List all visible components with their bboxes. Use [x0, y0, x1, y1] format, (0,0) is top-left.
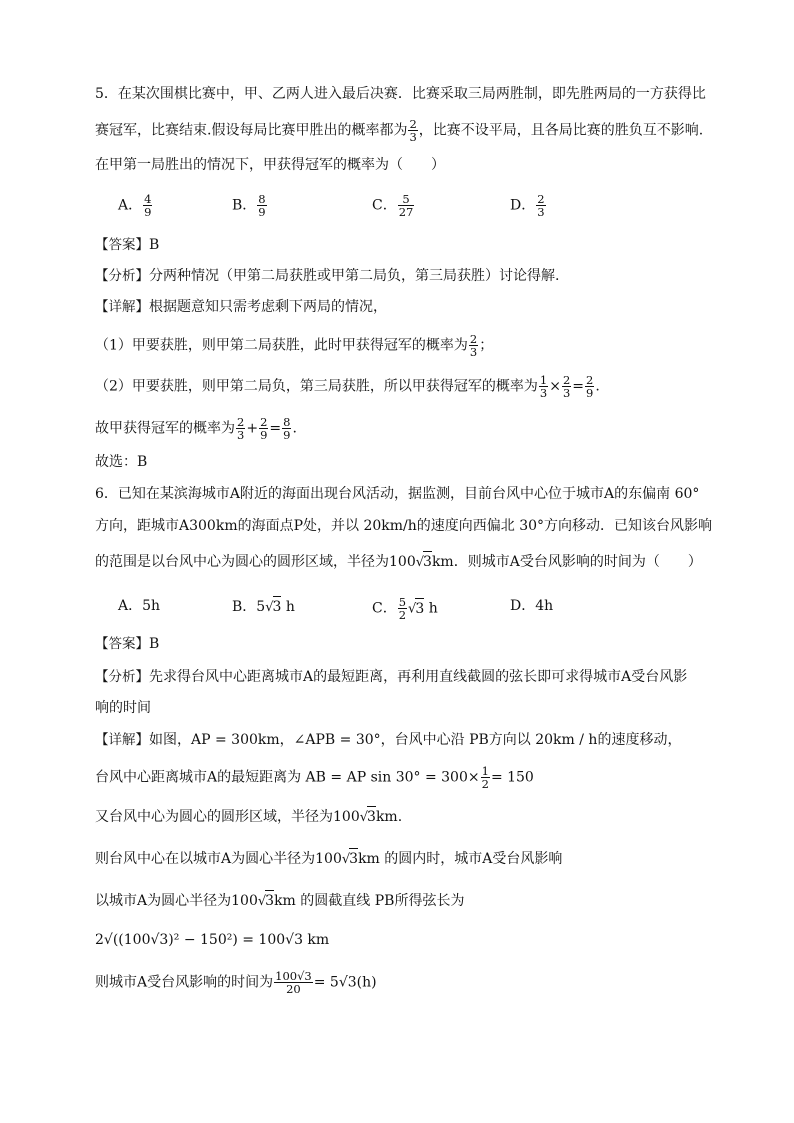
q6-detail: 【详解】如图，AP = 300km，∠APB = 30°，台风中心沿 PB方向以 20km / h的速度移动， [95, 732, 682, 748]
q6-detail-2: 台风中心距离城市A的最短距离为 AB = AP sin 30° = 300× $\frac{1}{2}$ = 150 [95, 764, 534, 791]
q5-option-c[interactable]: C． $\frac{5}{27}$ [372, 192, 414, 219]
q5-option-a[interactable]: A． $\frac{4}{9}$ [118, 192, 152, 219]
q6-detail-4: 则台风中心在以城市A为圆心半径为100√3km 的圆内时，城市A受台风影响 [95, 848, 562, 870]
q6-option-c[interactable]: C． $\frac{5}{2}$ √3 h [372, 595, 438, 622]
q5-option-d[interactable]: D． $\frac{2}{3}$ [510, 192, 545, 219]
q6-analysis-2: 响的时间 [95, 700, 151, 716]
q6-detail-7: 则城市A受台风影响的时间为 $\frac{100√3}{20}$ = 5√3(h) [95, 969, 377, 996]
q5-answer: 【答案】B [95, 237, 160, 253]
q5-choose: 故选：B [95, 454, 148, 470]
q6-option-d[interactable]: D．4h [510, 598, 554, 614]
q5-conclusion: 故甲获得冠军的概率为 $\frac{2}{3}$ + $\frac{2}{9}$ = $\frac{8}{9}$ . [95, 415, 297, 442]
q5-line-1: 5．在某次围棋比赛中，甲、乙两人进入最后决赛．比赛采取三局两胜制，即先胜两局的一方获得比 [95, 86, 706, 102]
q6-option-a[interactable]: A．5h [118, 598, 161, 614]
q6-line-3: 的范围是以台风中心为圆心的圆形区域，半径为100√3km．则城市A受台风影响的时间为（ ） [95, 551, 702, 573]
q5-case-1: （1）甲要获胜，则甲第二局获胜，此时甲获得冠军的概率为 $\frac{2}{3}$ ； [95, 332, 494, 359]
q6-chord-formula: 2√((100√3)² − 150²) = 100√3 km [95, 932, 330, 948]
q5-line-2: 赛冠军，比赛结束.假设每局比赛甲胜出的概率都为 $\frac{2}{3}$ ，比赛不设平局，且各局比赛的胜负互不影响. [95, 117, 704, 144]
q5-option-b[interactable]: B． $\frac{8}{9}$ [232, 192, 266, 219]
q6-answer: 【答案】B [95, 636, 160, 652]
q6-line-2: 方向，距城市A300km的海面点P处，并以 20km/h的速度向西偏北 30°方向移动．已知该台风影响 [95, 518, 713, 534]
q6-line-1: 6．已知在某滨海城市A附近的海面出现台风活动，据监测，目前台风中心位于城市A的东偏南 60° [95, 486, 700, 502]
q5-line-3: 在甲第一局胜出的情况下，甲获得冠军的概率为（ ） [95, 157, 445, 173]
q5-analysis: 【分析】分两种情况（甲第二局获胜或甲第二局负，第三局获胜）讨论得解. [95, 268, 560, 284]
q6-detail-5: 以城市A为圆心半径为100√3km 的圆截直线 PB所得弦长为 [95, 890, 464, 912]
q6-detail-3: 又台风中心为圆心的圆形区域，半径为100√3km. [95, 806, 402, 828]
q6-analysis: 【分析】先求得台风中心距离城市A的最短距离，再利用直线截圆的弦长即可求得城市A受台风影 [95, 669, 688, 685]
q5-case-2: （2）甲要获胜，则甲第二局负，第三局获胜，所以甲获得冠军的概率为 $\frac{1}{3}$ × $\frac{2}{3}$ = $\frac{2}{9}$ . [95, 373, 600, 400]
q6-option-b[interactable]: B．5√3 h [232, 596, 295, 618]
q5-detail: 【详解】根据题意知只需考虑剩下两局的情况， [95, 299, 387, 315]
